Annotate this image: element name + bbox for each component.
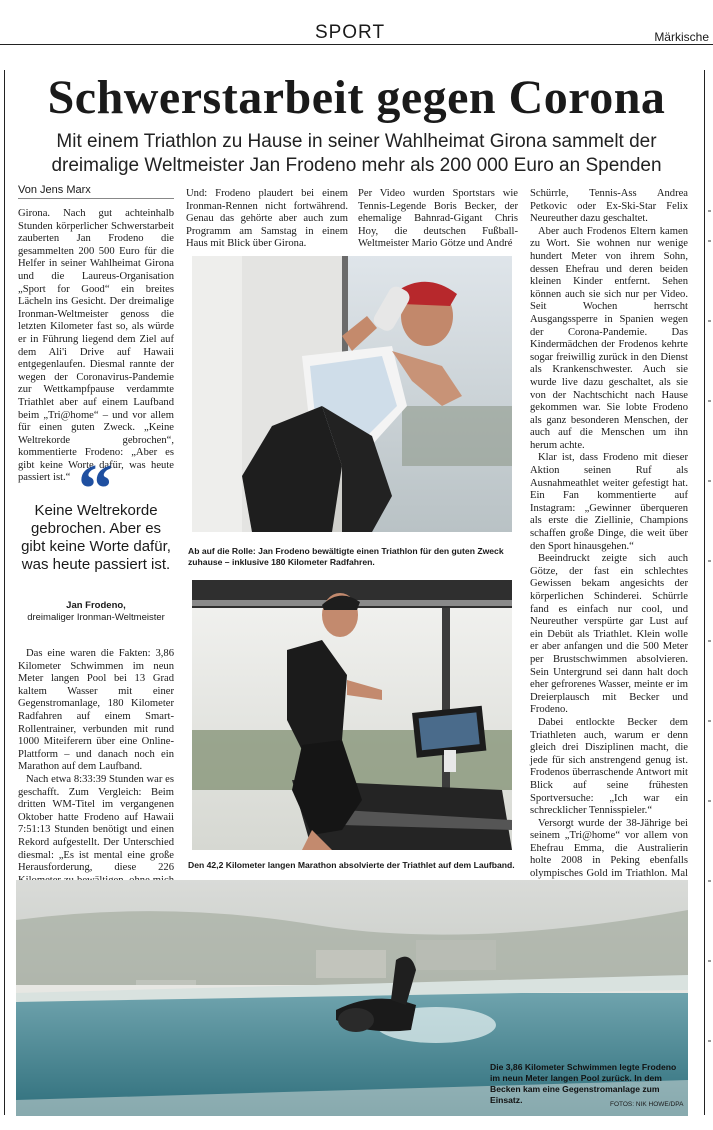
column-4 (530, 188, 688, 994)
paragraph: Versorgt wurde der 38-Jährige bei seinem „Tri@home“ vor allem von Ehefrau Emma, die Australierin holte 2008 in Peking ebenfalls olympisches Gold im Triathlon. Mal (530, 817, 688, 880)
paragraph: Aber auch Frodenos Eltern kamen zu Wort. Sie wohnen nur wenige hundert Meter von ihrem Sohn, dessen Ehefrau und deren beiden kleinen Kinder entfernt. Sehen können auch sie sich nur per Video. Seit Wochen herrscht Ausgangssperre in Spanien wegen der Corona-Pandemie. Das Kindermädchen der Frodenos kehrte sogar freiwillig zurück in den Dienst als Krankenschwester. Auch sie wurde live dazu geschaltet, als sie von der Nachtschicht nach Hause gekommen war. Sie lobte Frodeno als ganz besonderen Menschen, der auch auf die Menschen um ihn herum achte. (530, 225, 688, 451)
byline-rule (18, 198, 174, 199)
paragraph: Und: Frodeno plaudert bei einem Ironman-Rennen nicht fortwährend. Genau das gehörte aber auch zum Programm am Samstag in einem Haus mit Blick über Girona. (186, 188, 348, 250)
run-photo-image (192, 580, 512, 850)
subheadline: Mit einem Triathlon zu Hause in seiner Wahlheimat Girona sammelt der dreimalige Weltmeister Jan Frodeno mehr als 200 000 Euro an Spenden (51, 131, 662, 176)
headline: Schwerstarbeit gegen Corona (47, 71, 666, 124)
pull-quote: Keine Weltrekorde gebrochen. Aber es gibt keine Worte dafür, was heute passiert ist. (21, 502, 171, 573)
paragraph: Per Video wurden Sportstars wie Tennis-Legende Boris Becker, der ehemalige Bahnrad-Gigant Chris Hoy, die deutschen Fußball-Weltmeister Mario Götze und André (358, 188, 518, 250)
top-rule (0, 44, 713, 45)
quote-attribution (18, 600, 174, 624)
left-rule (4, 70, 5, 1115)
paragraph: Nach etwa 8:33:39 Stunden war es geschafft. Zum Vergleich: Beim dritten WM-Titel im vergangenen Oktober hatte Frodeno auf Hawaii 7:51:13 Stunden benötigt und einen Rekord aufgestellt. Der Unterschied diesmal: „Es ist mental eine große Herausforderung, diese 226 (18, 773, 174, 874)
bike-photo-image (192, 256, 512, 532)
quote-mark-icon: “ (78, 451, 113, 528)
bike-photo (192, 256, 512, 532)
run-caption: Den 42,2 Kilometer langen Marathon absolvierte der Triathlet auf dem Laufband. (188, 860, 515, 870)
paragraph: Das eine waren die Fakten: 3,86 Kilometer Schwimmen im neun Meter langen Pool bei 13 Grad kaltem Wasser mit einer Gegenstromanlage, 180 Kilometer Radfahren auf einem Smart-Rollentrainer, verbunden mit rund 1000 Miteiferern über eine Online-Plattform – und danach noch ein Marathon auf dem Laufband. (18, 648, 174, 773)
right-rule (704, 70, 705, 1115)
bike-caption: Ab auf die Rolle: Jan Frodeno bewältigte einen Triathlon für den guten Zweck zuhause – inklusive 180 Kilometer Radfahren. (188, 546, 504, 567)
paragraph: Klar ist, dass Frodeno mit dieser Aktion seinen Ruf als Ausnahmeathlet weiter gefestigt hat. Ein Fan kommentierte auf Instagram: „Gewinner überqueren als erste die Ziellinie, Champions schaffen große Dinge, die weit über den Sport hinausgehen.“ (530, 452, 688, 552)
paragraph: Girona. Nach gut achteinhalb Stunden körperlicher Schwerstarbeit zauberten Jan Frodeno die gesammelten 200 500 Euro für die Helfer in seiner Wahlheimat Girona und die Laureus-Organisation „Sport for Good“ ein breites Lächeln ins Gesicht. Der dreimalige Ironman-Weltmeister genoss die letzten Kilometer fast so, als würde er in Führung liegend dem Ziel auf dem Ali'i Drive auf Hawaii entgegenlaufen. Diesmal rannte der wegen der Coronavirus-Pandemie zur Wettkampfpause verdammte Triathlet aber auf einem Laufband beim „Tri@home“ – und vor allem für einen guten Zweck. „Keine Weltrekorde gebrochen“, kommentierte Frodeno: „Aber es gibt keine Worte dafür, was heute passiert ist.“ (18, 208, 174, 484)
column-1-bottom (18, 648, 174, 912)
quote-author: Jan Frodeno, (66, 600, 126, 611)
adjacent-page-edge (706, 200, 713, 1080)
paragraph: Dabei entlockte Becker dem Triathleten auch, warum er denn gleich drei Disziplinen macht, die jede für sich anstrengend genug ist. Frodenos überraschende Antwort mit Blick auf seine frühesten Sportversuche: „Ich war ein schrecklicher Tennisspieler.“ (530, 716, 688, 817)
column-2 (186, 188, 348, 251)
run-photo (192, 580, 512, 850)
paragraph: Beeindruckt zeigte sich auch Götze, der fast ein schlechtes Gewissen bekam angesichts der körperlichen Schinderei. Schürrle fand es einfach nur cool, und Neureuther verspürte gar Lust auf ein Debüt als Triathlet. Klein wolle er aber anfangen und die 500 Meter per Brustschwimmen absolvieren. Sein Untergrund sei dann halt doch eher gefrorenes Wasser, meinte er im Dreierplausch mit Becker und Frodeno. (530, 553, 688, 716)
swim-caption: Die 3,86 Kilometer Schwimmen legte Frodeno im neun Meter langen Pool zurück. In dem Becken kam eine Gegenstromanlage zum Einsatz. (490, 1062, 677, 1105)
photo-credit: FOTOS: NIK HOWE/DPA (610, 1101, 684, 1108)
column-3 (358, 188, 518, 251)
column-1-top (18, 208, 174, 485)
section-label: SPORT (314, 22, 386, 43)
paragraph: Schürrle, Tennis-Ass Andrea Petkovic oder Ex-Ski-Star Felix Neureuther dazu geschaltet. (530, 188, 688, 225)
byline: Von Jens Marx (18, 184, 91, 196)
quote-role: dreimaliger Ironman-Weltmeister (27, 612, 165, 623)
paper-name: Märkische (654, 30, 709, 44)
